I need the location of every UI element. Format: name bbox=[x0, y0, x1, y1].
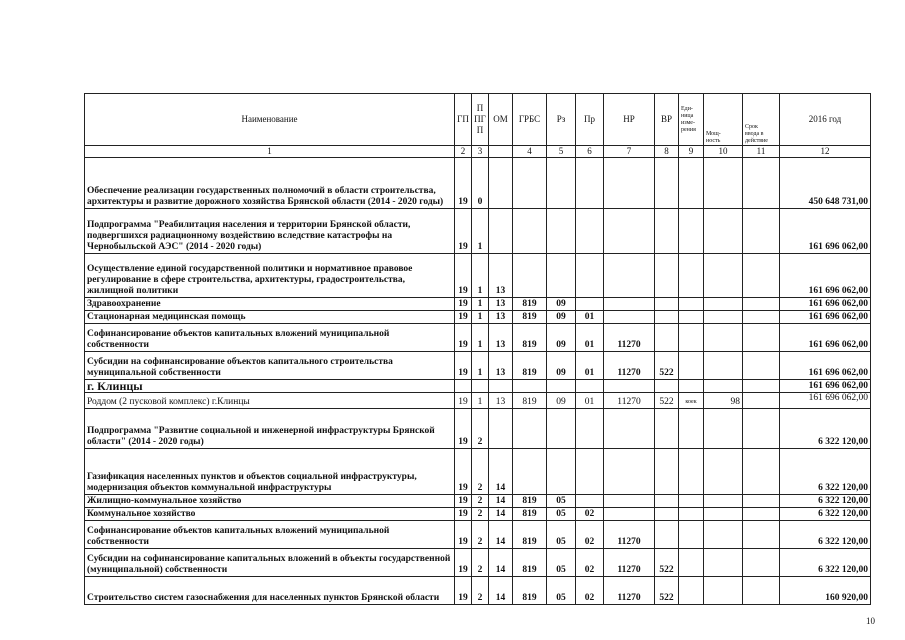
row-unit bbox=[679, 324, 704, 352]
row-vr bbox=[655, 380, 679, 393]
row-name: Субсидии на софинансирование капитальных вложений в объекты государственной (муниципальной) собственности bbox=[85, 549, 455, 577]
row-gp: 19 bbox=[455, 449, 472, 495]
row-grbs: 819 bbox=[513, 521, 547, 549]
row-amount: 161 696 062,00 bbox=[780, 298, 871, 311]
row-vr bbox=[655, 209, 679, 254]
row-power bbox=[704, 311, 743, 324]
row-rz: 05 bbox=[547, 521, 576, 549]
header-name: Наименование bbox=[85, 94, 455, 146]
row-unit bbox=[679, 577, 704, 605]
row-amount: 6 322 120,00 bbox=[780, 495, 871, 508]
row-term bbox=[743, 380, 780, 393]
row-name: Софинансирование объектов капитальных вложений муниципальной собственности bbox=[85, 324, 455, 352]
row-om bbox=[489, 380, 513, 393]
table-row bbox=[85, 495, 871, 508]
row-pr: 02 bbox=[576, 549, 604, 577]
row-amount: 161 696 062,00 bbox=[780, 311, 871, 324]
table-row bbox=[85, 352, 871, 380]
row-om bbox=[489, 209, 513, 254]
row-power bbox=[704, 298, 743, 311]
row-term bbox=[743, 352, 780, 380]
row-grbs: 819 bbox=[513, 577, 547, 605]
row-pgp: 1 bbox=[472, 324, 489, 352]
row-unit bbox=[679, 298, 704, 311]
row-name: Обеспечение реализации государственных полномочий в области строительства, архитектуры и развитие дорожного хозяйства Брянской области (2014 - 2020 годы) bbox=[85, 158, 455, 209]
row-vr bbox=[655, 521, 679, 549]
row-nr: 11270 bbox=[604, 324, 655, 352]
row-nr bbox=[604, 254, 655, 298]
row-nr: 11270 bbox=[604, 521, 655, 549]
colnum-4: 4 bbox=[513, 146, 547, 158]
row-term bbox=[743, 549, 780, 577]
row-nr: 11270 bbox=[604, 549, 655, 577]
row-name: Здравоохранение bbox=[85, 298, 455, 311]
row-nr bbox=[604, 380, 655, 393]
row-unit bbox=[679, 311, 704, 324]
header-pr: Пр bbox=[576, 94, 604, 146]
colnum-3: 3 bbox=[472, 146, 489, 158]
row-pr: 02 bbox=[576, 577, 604, 605]
row-rz: 09 bbox=[547, 393, 576, 409]
row-nr bbox=[604, 508, 655, 521]
row-om bbox=[489, 409, 513, 449]
row-term bbox=[743, 577, 780, 605]
row-pgp: 2 bbox=[472, 495, 489, 508]
row-term bbox=[743, 298, 780, 311]
row-pgp: 2 bbox=[472, 521, 489, 549]
row-amount: 161 696 062,00 bbox=[780, 380, 871, 393]
row-om: 13 bbox=[489, 324, 513, 352]
row-om: 14 bbox=[489, 549, 513, 577]
row-nr: 11270 bbox=[604, 393, 655, 409]
row-rz: 05 bbox=[547, 508, 576, 521]
row-name: Подпрограмма "Реабилитация населения и территории Брянской области, подвергшихся радиационному воздействию вследствие катастрофы на Чернобыльской АЭС" (2014 - 2020 годы) bbox=[85, 209, 455, 254]
table-row bbox=[85, 393, 871, 409]
row-vr bbox=[655, 409, 679, 449]
row-unit bbox=[679, 158, 704, 209]
colnum-9: 9 bbox=[679, 146, 704, 158]
row-pr: 02 bbox=[576, 521, 604, 549]
row-pr bbox=[576, 449, 604, 495]
header-nr: НР bbox=[604, 94, 655, 146]
row-pgp: 1 bbox=[472, 352, 489, 380]
header-om: ОМ bbox=[489, 94, 513, 146]
row-om: 13 bbox=[489, 311, 513, 324]
row-power bbox=[704, 549, 743, 577]
row-rz: 09 bbox=[547, 311, 576, 324]
row-term bbox=[743, 254, 780, 298]
row-pr bbox=[576, 158, 604, 209]
table-row bbox=[85, 577, 871, 605]
row-term bbox=[743, 324, 780, 352]
row-rz: 05 bbox=[547, 577, 576, 605]
row-pgp: 1 bbox=[472, 254, 489, 298]
row-gp: 19 bbox=[455, 521, 472, 549]
row-unit bbox=[679, 352, 704, 380]
row-vr: 522 bbox=[655, 549, 679, 577]
row-vr: 522 bbox=[655, 577, 679, 605]
row-unit bbox=[679, 495, 704, 508]
table-row bbox=[85, 158, 871, 209]
page-number: 10 bbox=[866, 616, 875, 626]
row-pr: 01 bbox=[576, 324, 604, 352]
row-nr: 11270 bbox=[604, 352, 655, 380]
row-unit bbox=[679, 409, 704, 449]
column-numbers-row bbox=[85, 146, 871, 158]
header-pgp: П ПГ П bbox=[472, 94, 489, 146]
row-unit bbox=[679, 380, 704, 393]
row-term bbox=[743, 449, 780, 495]
row-rz bbox=[547, 158, 576, 209]
row-name: Строительство систем газоснабжения для населенных пунктов Брянской области bbox=[85, 577, 455, 605]
row-rz bbox=[547, 409, 576, 449]
row-nr bbox=[604, 311, 655, 324]
colnum-12: 12 bbox=[780, 146, 871, 158]
row-power bbox=[704, 495, 743, 508]
row-term bbox=[743, 508, 780, 521]
row-vr: 522 bbox=[655, 352, 679, 380]
row-grbs: 819 bbox=[513, 549, 547, 577]
row-power bbox=[704, 380, 743, 393]
row-power bbox=[704, 209, 743, 254]
row-name: Софинансирование объектов капитальных вложений муниципальной собственности bbox=[85, 521, 455, 549]
colnum-7: 7 bbox=[604, 146, 655, 158]
row-vr bbox=[655, 311, 679, 324]
row-unit bbox=[679, 449, 704, 495]
row-pgp: 1 bbox=[472, 393, 489, 409]
row-grbs: 819 bbox=[513, 311, 547, 324]
colnum-1: 1 bbox=[85, 146, 455, 158]
row-vr bbox=[655, 495, 679, 508]
row-om: 14 bbox=[489, 577, 513, 605]
colnum-6: 6 bbox=[576, 146, 604, 158]
row-grbs bbox=[513, 409, 547, 449]
row-vr bbox=[655, 158, 679, 209]
table-row bbox=[85, 298, 871, 311]
row-grbs: 819 bbox=[513, 298, 547, 311]
row-name: г. Клинцы bbox=[85, 380, 455, 393]
row-unit bbox=[679, 508, 704, 521]
budget-table bbox=[84, 93, 871, 605]
row-term bbox=[743, 393, 780, 409]
row-grbs bbox=[513, 158, 547, 209]
row-grbs bbox=[513, 254, 547, 298]
row-grbs: 819 bbox=[513, 324, 547, 352]
colnum-10: 10 bbox=[704, 146, 743, 158]
row-pgp: 2 bbox=[472, 549, 489, 577]
row-gp: 19 bbox=[455, 209, 472, 254]
row-gp: 19 bbox=[455, 577, 472, 605]
row-om: 13 bbox=[489, 298, 513, 311]
row-power: 98 bbox=[704, 393, 743, 409]
row-amount: 6 322 120,00 bbox=[780, 521, 871, 549]
row-nr bbox=[604, 449, 655, 495]
table-row bbox=[85, 409, 871, 449]
row-pgp: 1 bbox=[472, 298, 489, 311]
row-amount: 450 648 731,00 bbox=[780, 158, 871, 209]
row-name: Роддом (2 пусковой комплекс) г.Клинцы bbox=[85, 393, 455, 409]
header-power: Мощ- ность bbox=[704, 94, 743, 146]
table-row bbox=[85, 324, 871, 352]
row-nr: 11270 bbox=[604, 577, 655, 605]
row-rz: 09 bbox=[547, 298, 576, 311]
row-pr bbox=[576, 380, 604, 393]
row-amount: 161 696 062,00 bbox=[780, 324, 871, 352]
row-power bbox=[704, 324, 743, 352]
row-amount: 6 322 120,00 bbox=[780, 449, 871, 495]
row-term bbox=[743, 158, 780, 209]
header-grbs: ГРБС bbox=[513, 94, 547, 146]
table-row bbox=[85, 209, 871, 254]
row-rz: 05 bbox=[547, 495, 576, 508]
table-row bbox=[85, 380, 871, 393]
row-pr bbox=[576, 298, 604, 311]
row-vr bbox=[655, 449, 679, 495]
row-rz: 09 bbox=[547, 352, 576, 380]
row-pgp: 1 bbox=[472, 311, 489, 324]
row-om bbox=[489, 158, 513, 209]
row-pr: 01 bbox=[576, 311, 604, 324]
row-om: 13 bbox=[489, 352, 513, 380]
row-gp: 19 bbox=[455, 409, 472, 449]
colnum-5: 5 bbox=[547, 146, 576, 158]
row-pr: 01 bbox=[576, 393, 604, 409]
row-gp: 19 bbox=[455, 495, 472, 508]
row-gp: 19 bbox=[455, 158, 472, 209]
row-om: 14 bbox=[489, 495, 513, 508]
row-pr bbox=[576, 209, 604, 254]
row-pgp: 1 bbox=[472, 209, 489, 254]
row-power bbox=[704, 508, 743, 521]
row-om: 14 bbox=[489, 449, 513, 495]
row-pr: 02 bbox=[576, 508, 604, 521]
row-pgp: 2 bbox=[472, 449, 489, 495]
row-pgp bbox=[472, 380, 489, 393]
row-nr bbox=[604, 298, 655, 311]
row-pgp: 2 bbox=[472, 577, 489, 605]
row-gp: 19 bbox=[455, 508, 472, 521]
row-term bbox=[743, 495, 780, 508]
colnum-11: 11 bbox=[743, 146, 780, 158]
row-pr: 01 bbox=[576, 352, 604, 380]
row-vr bbox=[655, 508, 679, 521]
row-gp: 19 bbox=[455, 324, 472, 352]
row-nr bbox=[604, 209, 655, 254]
row-pgp: 2 bbox=[472, 508, 489, 521]
row-gp: 19 bbox=[455, 352, 472, 380]
row-om: 14 bbox=[489, 521, 513, 549]
row-gp: 19 bbox=[455, 298, 472, 311]
row-unit bbox=[679, 209, 704, 254]
row-power bbox=[704, 352, 743, 380]
row-grbs bbox=[513, 209, 547, 254]
row-nr bbox=[604, 409, 655, 449]
row-term bbox=[743, 311, 780, 324]
header-rz: Рз bbox=[547, 94, 576, 146]
row-gp: 19 bbox=[455, 311, 472, 324]
table-row bbox=[85, 311, 871, 324]
row-grbs bbox=[513, 449, 547, 495]
row-grbs: 819 bbox=[513, 508, 547, 521]
row-power bbox=[704, 577, 743, 605]
row-name: Стационарная медицинская помощь bbox=[85, 311, 455, 324]
row-nr bbox=[604, 495, 655, 508]
row-name: Субсидии на софинансирование объектов капитального строительства муниципальной собственности bbox=[85, 352, 455, 380]
table-row bbox=[85, 521, 871, 549]
table-header-row bbox=[85, 94, 871, 146]
row-amount: 6 322 120,00 bbox=[780, 549, 871, 577]
row-amount: 161 696 062,00 bbox=[780, 393, 871, 409]
row-name: Коммунальное хозяйство bbox=[85, 508, 455, 521]
row-unit bbox=[679, 549, 704, 577]
row-gp: 19 bbox=[455, 254, 472, 298]
row-pgp: 0 bbox=[472, 158, 489, 209]
row-om: 14 bbox=[489, 508, 513, 521]
table-row bbox=[85, 508, 871, 521]
row-term bbox=[743, 209, 780, 254]
row-power bbox=[704, 521, 743, 549]
row-vr: 522 bbox=[655, 393, 679, 409]
row-om: 13 bbox=[489, 254, 513, 298]
table-row bbox=[85, 254, 871, 298]
colnum-8: 8 bbox=[655, 146, 679, 158]
row-term bbox=[743, 521, 780, 549]
header-vr: ВР bbox=[655, 94, 679, 146]
row-vr bbox=[655, 298, 679, 311]
row-amount: 161 696 062,00 bbox=[780, 254, 871, 298]
header-unit: Еди- ница изме- рения bbox=[679, 94, 704, 146]
row-om: 13 bbox=[489, 393, 513, 409]
row-name: Жилищно-коммунальное хозяйство bbox=[85, 495, 455, 508]
row-gp bbox=[455, 380, 472, 393]
row-rz bbox=[547, 254, 576, 298]
table-row bbox=[85, 549, 871, 577]
row-unit bbox=[679, 521, 704, 549]
row-term bbox=[743, 409, 780, 449]
table-row bbox=[85, 449, 871, 495]
header-term: Срок ввода в действие bbox=[743, 94, 780, 146]
row-rz bbox=[547, 380, 576, 393]
row-rz: 09 bbox=[547, 324, 576, 352]
row-power bbox=[704, 158, 743, 209]
row-name: Осуществление единой государственной политики и нормативное правовое регулирование в сфере строительства, архитектуры, градостроительства, жилищной политики bbox=[85, 254, 455, 298]
colnum-2: 2 bbox=[455, 146, 472, 158]
row-amount: 6 322 120,00 bbox=[780, 409, 871, 449]
row-vr bbox=[655, 324, 679, 352]
row-vr bbox=[655, 254, 679, 298]
row-amount: 6 322 120,00 bbox=[780, 508, 871, 521]
row-pr bbox=[576, 254, 604, 298]
row-unit bbox=[679, 254, 704, 298]
row-power bbox=[704, 254, 743, 298]
row-grbs bbox=[513, 380, 547, 393]
header-year: 2016 год bbox=[780, 94, 871, 146]
header-gp: ГП bbox=[455, 94, 472, 146]
colnum-blank bbox=[489, 146, 513, 158]
row-nr bbox=[604, 158, 655, 209]
row-rz bbox=[547, 209, 576, 254]
row-name: Подпрограмма "Развитие социальной и инженерной инфраструктуры Брянской области" (2014 - 2020 годы) bbox=[85, 409, 455, 449]
row-power bbox=[704, 409, 743, 449]
row-gp: 19 bbox=[455, 549, 472, 577]
row-power bbox=[704, 449, 743, 495]
row-pr bbox=[576, 409, 604, 449]
row-pr bbox=[576, 495, 604, 508]
row-unit: коек bbox=[679, 393, 704, 409]
row-rz: 05 bbox=[547, 549, 576, 577]
row-grbs: 819 bbox=[513, 495, 547, 508]
row-grbs: 819 bbox=[513, 352, 547, 380]
row-rz bbox=[547, 449, 576, 495]
row-gp: 19 bbox=[455, 393, 472, 409]
row-amount: 161 696 062,00 bbox=[780, 352, 871, 380]
row-name: Газификация населенных пунктов и объектов социальной инфраструктуры, модернизация объектов коммунальной инфраструктуры bbox=[85, 449, 455, 495]
row-grbs: 819 bbox=[513, 393, 547, 409]
row-pgp: 2 bbox=[472, 409, 489, 449]
row-amount: 161 696 062,00 bbox=[780, 209, 871, 254]
row-amount: 160 920,00 bbox=[780, 577, 871, 605]
